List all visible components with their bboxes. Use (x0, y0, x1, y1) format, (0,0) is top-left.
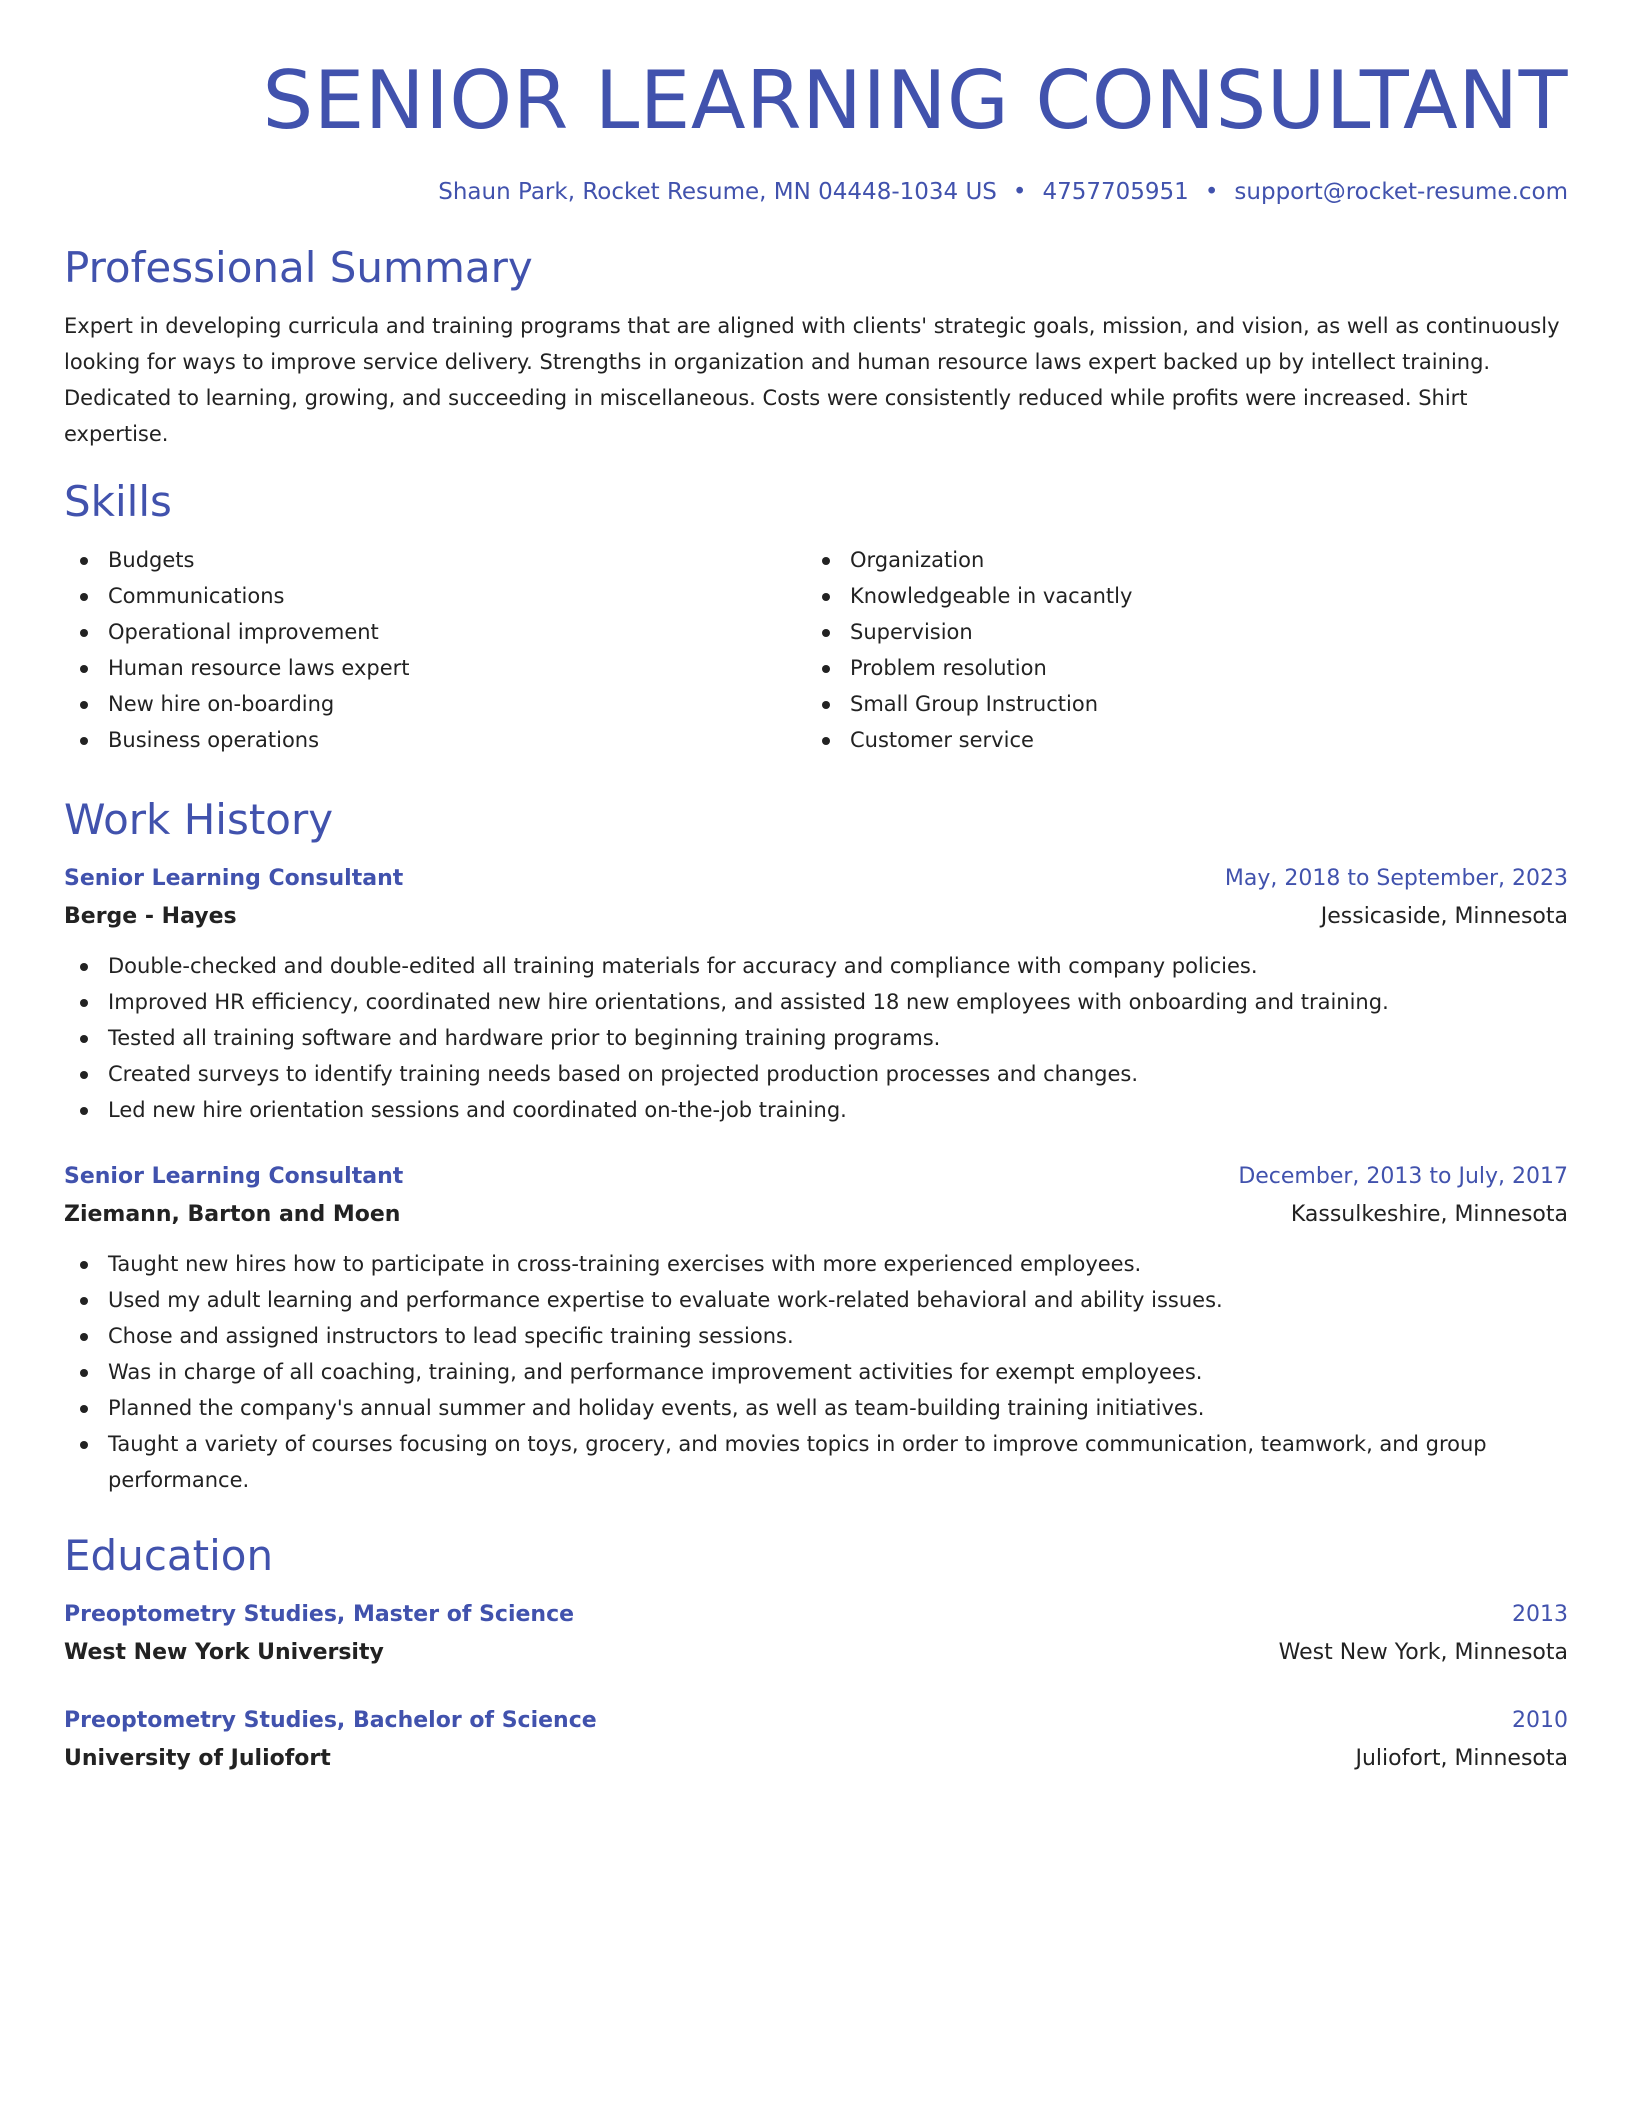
skill-item: Operational improvement (64, 614, 806, 650)
job-bullet: Double-checked and double-edited all training materials for accuracy and compliance with company policies. (64, 948, 1568, 984)
job-header-row (64, 860, 1568, 898)
job-entry (64, 860, 1568, 1128)
skills-heading: Skills (64, 477, 172, 526)
education-degree: Preoptometry Studies, Bachelor of Science (64, 1708, 597, 1733)
education-year: 2013 (1512, 1602, 1568, 1627)
job-company: Berge - Hayes (64, 904, 237, 929)
contact-phone: 4757705951 (1042, 179, 1189, 205)
contact-line (64, 176, 1568, 208)
education-school: West New York University (64, 1640, 384, 1665)
education-entry (64, 1702, 1568, 1778)
job-title: Senior Learning Consultant (64, 866, 404, 891)
skills-column-left (64, 542, 806, 758)
summary-text: Expert in developing curricula and training programs that are aligned with clients' strategic goals, mission, and vision, as well as continuously looking for ways to improve service delivery. Strengths in organization and human resource laws expert backed up by intellect training. Dedicated to learning, growing, and succeeding in miscellaneous. Costs were consistently reduced while profits were increased. Shirt expertise. (64, 314, 1560, 446)
job-location: Jessicaside, Minnesota (1320, 904, 1568, 929)
job-location: Kassulkeshire, Minnesota (1290, 1202, 1568, 1227)
work-history-section (64, 792, 1568, 1498)
contact-separator: • (1204, 179, 1219, 205)
job-company: Ziemann, Barton and Moen (64, 1202, 401, 1227)
job-company-row (64, 898, 1568, 936)
skills-column-right (806, 542, 1548, 758)
skill-item: Budgets (64, 542, 806, 578)
education-location: Juliofort, Minnesota (1355, 1746, 1568, 1771)
job-bullets (64, 948, 1568, 1128)
education-school-row (64, 1634, 1568, 1672)
job-bullet: Tested all training software and hardware prior to beginning training programs. (64, 1020, 1568, 1056)
education-heading: Education (64, 1531, 274, 1580)
job-bullet: Taught a variety of courses focusing on toys, grocery, and movies topics in order to improve communication, teamwork, and group performance. (64, 1426, 1568, 1498)
skill-item: Small Group Instruction (806, 686, 1548, 722)
skill-item: Human resource laws expert (64, 650, 806, 686)
contact-separator: • (1012, 179, 1027, 205)
skill-item: New hire on-boarding (64, 686, 806, 722)
education-year: 2010 (1512, 1708, 1568, 1733)
education-degree-row (64, 1702, 1568, 1740)
job-bullet: Taught new hires how to participate in cross-training exercises with more experienced employees. (64, 1246, 1568, 1282)
summary-heading: Professional Summary (64, 243, 533, 292)
skill-item: Customer service (806, 722, 1548, 758)
education-location: West New York, Minnesota (1278, 1640, 1568, 1665)
job-bullet: Improved HR efficiency, coordinated new hire orientations, and assisted 18 new employees with onboarding and training. (64, 984, 1568, 1020)
skills-section (64, 474, 1568, 758)
skill-item: Knowledgeable in vacantly (806, 578, 1548, 614)
job-dates: May, 2018 to September, 2023 (1224, 866, 1568, 891)
education-degree: Preoptometry Studies, Master of Science (64, 1602, 575, 1627)
job-header-row (64, 1158, 1568, 1196)
resume-job-title: SENIOR LEARNING CONSULTANT (262, 54, 1568, 147)
job-title: Senior Learning Consultant (64, 1164, 404, 1189)
contact-email: support@rocket-resume.com (1234, 179, 1568, 205)
education-school-row (64, 1740, 1568, 1778)
education-section (64, 1528, 1568, 1778)
job-bullet: Was in charge of all coaching, training, and performance improvement activities for exempt employees. (64, 1354, 1568, 1390)
job-bullet: Led new hire orientation sessions and coordinated on-the-job training. (64, 1092, 1568, 1128)
job-bullet: Created surveys to identify training needs based on projected production processes and changes. (64, 1056, 1568, 1092)
skill-item: Supervision (806, 614, 1548, 650)
skill-item: Communications (64, 578, 806, 614)
job-bullet: Planned the company's annual summer and holiday events, as well as team-building training initiatives. (64, 1390, 1568, 1426)
job-entry (64, 1158, 1568, 1498)
skills-grid (64, 542, 1568, 758)
education-degree-row (64, 1596, 1568, 1634)
skill-item: Organization (806, 542, 1548, 578)
job-bullet: Chose and assigned instructors to lead specific training sessions. (64, 1318, 1568, 1354)
skill-item: Business operations (64, 722, 806, 758)
education-entry (64, 1596, 1568, 1672)
summary-section (64, 240, 1568, 452)
job-bullet: Used my adult learning and performance expertise to evaluate work-related behavioral and ability issues. (64, 1282, 1568, 1318)
education-school: University of Juliofort (64, 1746, 331, 1771)
contact-address: Shaun Park, Rocket Resume, MN 04448-1034 US (438, 179, 997, 205)
skill-item: Problem resolution (806, 650, 1548, 686)
job-bullets (64, 1246, 1568, 1498)
job-company-row (64, 1196, 1568, 1234)
job-dates: December, 2013 to July, 2017 (1238, 1164, 1568, 1189)
work-history-heading: Work History (64, 795, 334, 844)
